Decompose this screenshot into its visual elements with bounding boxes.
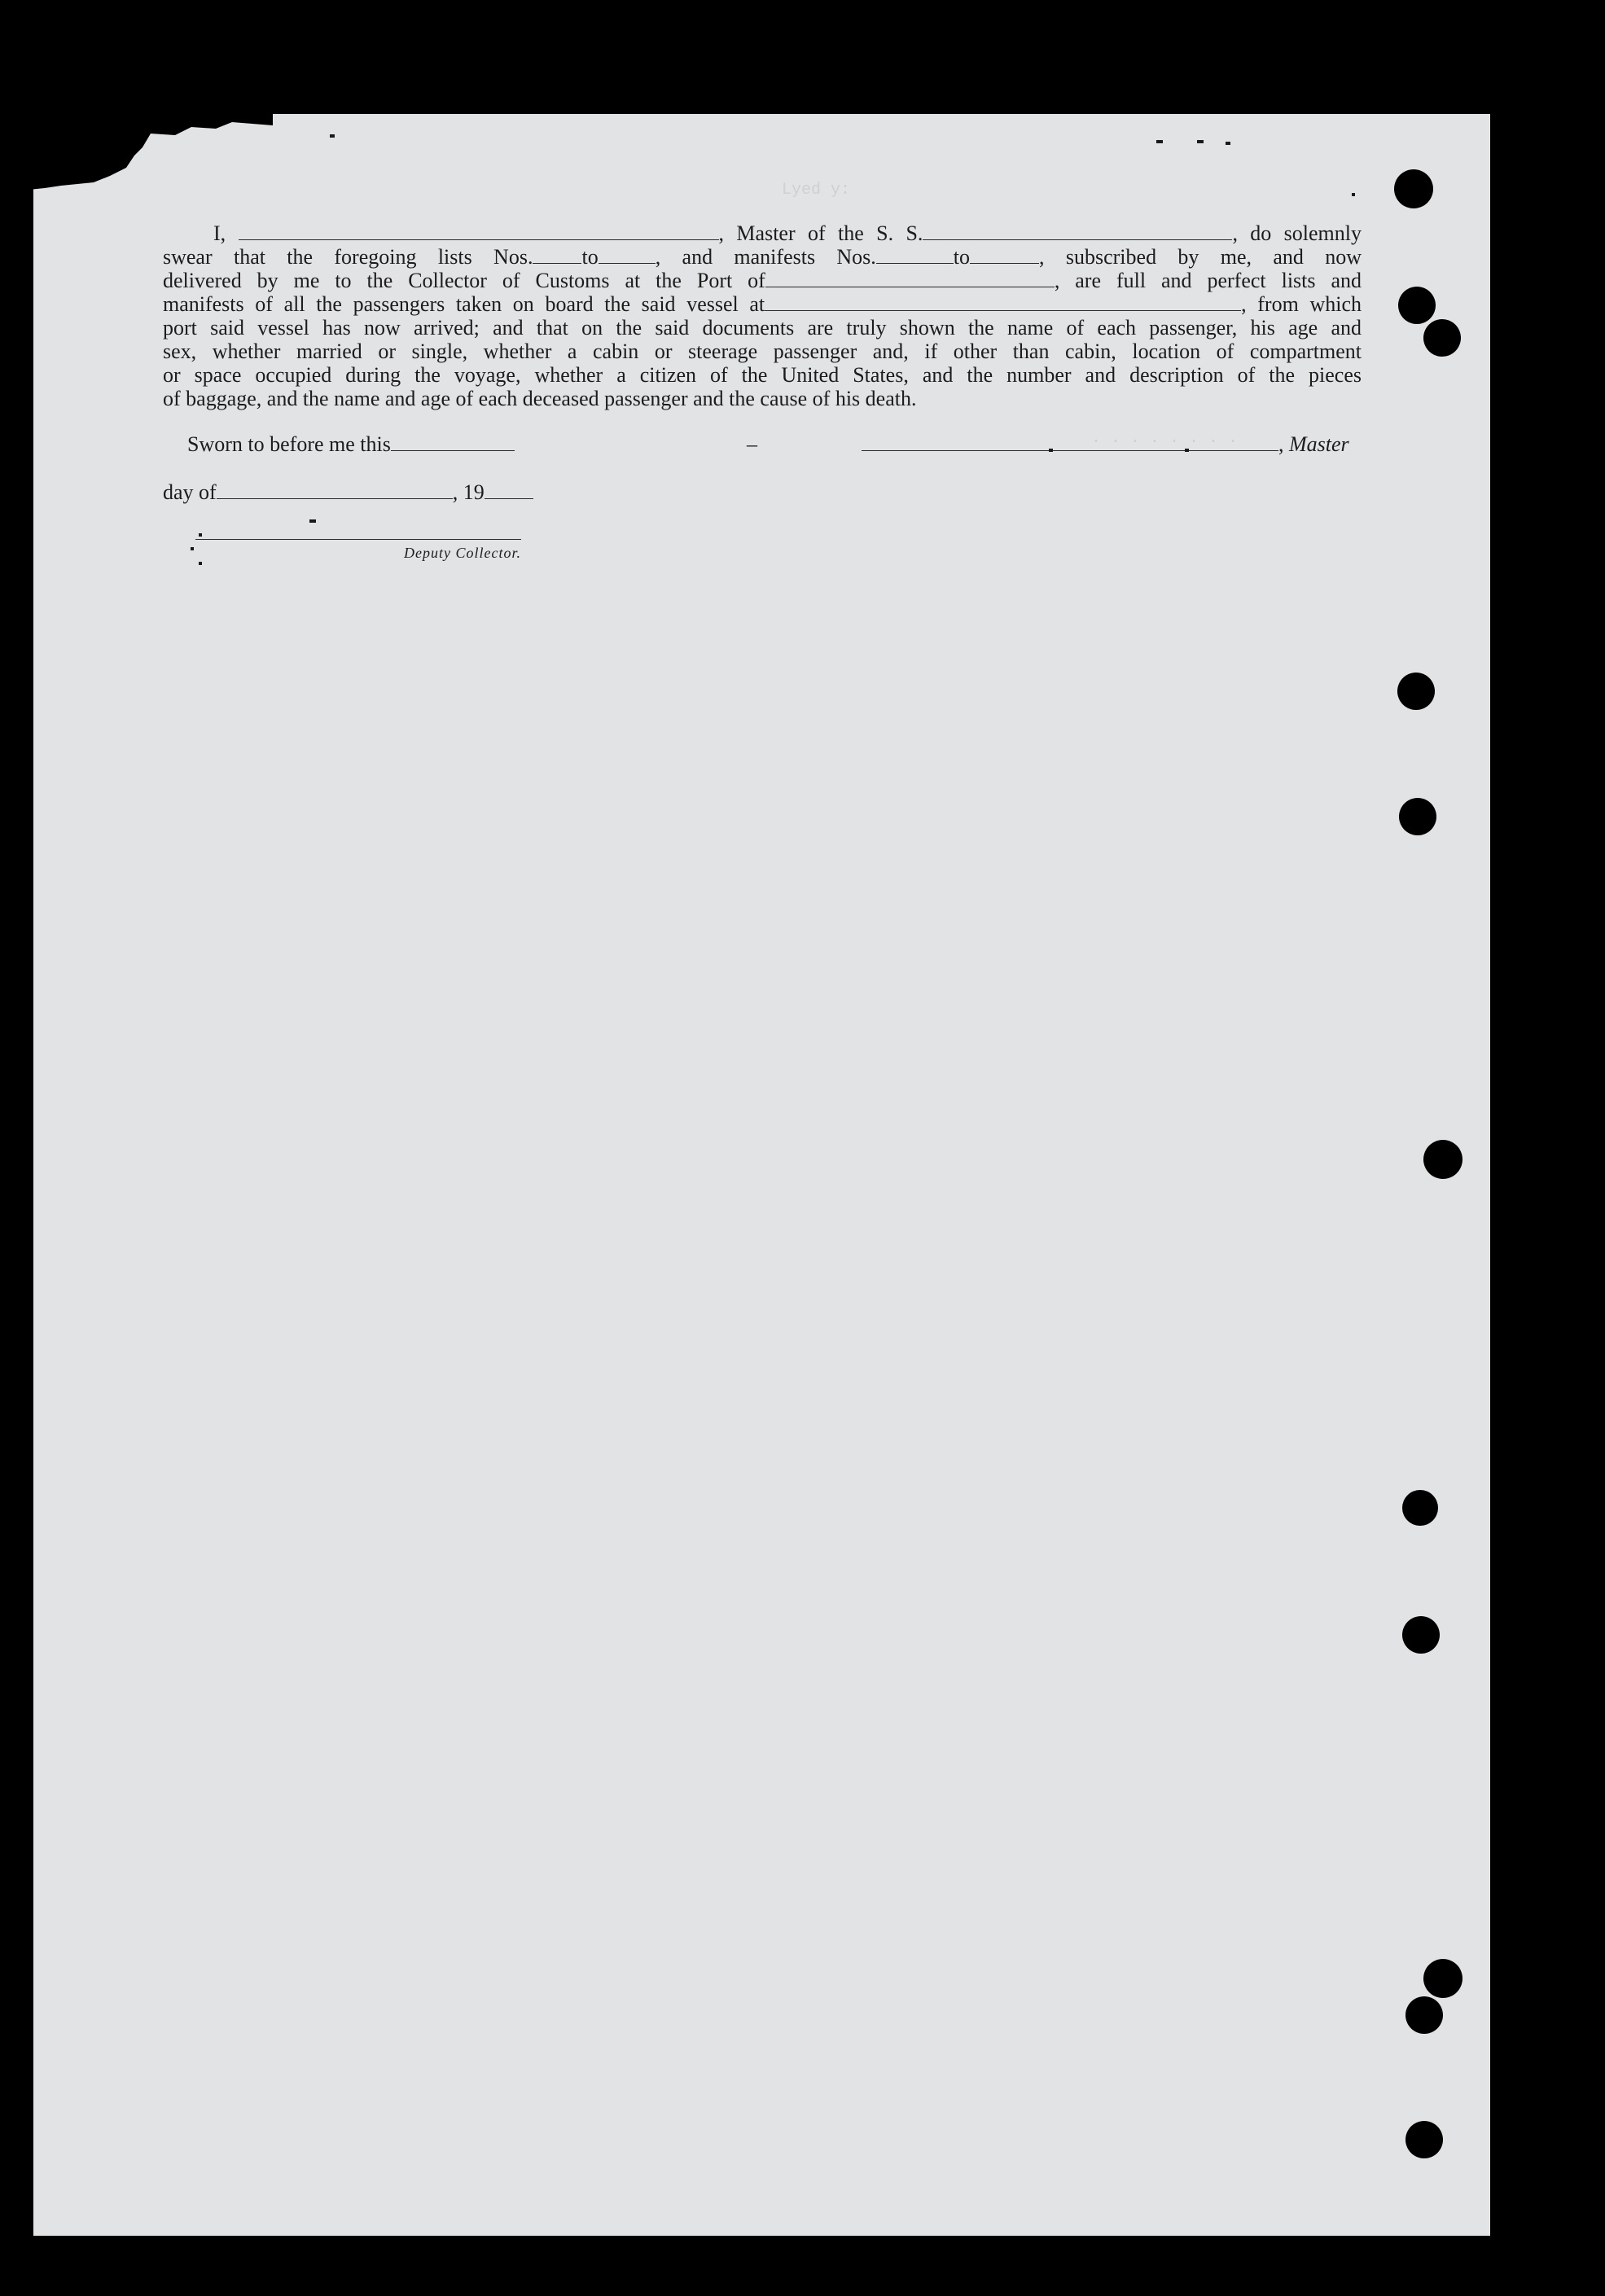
port-field[interactable] bbox=[765, 272, 1055, 287]
oath-line-6: sex, whether married or single, whether a cabin or steerage passenger and, if other than cabin, location of compartment bbox=[163, 340, 1362, 363]
speck bbox=[1185, 449, 1189, 452]
speck bbox=[1352, 193, 1355, 196]
punch-hole bbox=[1423, 319, 1461, 357]
deputy-collector-signature[interactable] bbox=[195, 539, 521, 561]
punch-hole bbox=[1394, 169, 1433, 208]
manifests-from-field[interactable] bbox=[876, 248, 954, 264]
manifests-to-field[interactable] bbox=[970, 248, 1039, 264]
master-name-field[interactable] bbox=[239, 225, 719, 240]
oath-paragraph bbox=[163, 221, 1362, 410]
punch-hole bbox=[1397, 673, 1435, 710]
speck bbox=[199, 562, 202, 565]
year-field[interactable] bbox=[485, 484, 533, 499]
day-of-field[interactable] bbox=[217, 484, 453, 499]
speck bbox=[1049, 449, 1053, 452]
oath-line-3: delivered by me to the Collector of Customs at the Port of , are full and perfect lists and bbox=[163, 269, 1362, 292]
punch-hole bbox=[1398, 287, 1436, 324]
oath-line-1: I, , Master of the S. S. , do solemnly bbox=[213, 221, 1362, 245]
speck bbox=[1197, 140, 1204, 143]
punch-hole bbox=[1402, 1490, 1438, 1526]
bleed-through-text: . . . . . . . . bbox=[1091, 429, 1239, 448]
speck bbox=[1226, 142, 1230, 145]
speck bbox=[330, 134, 335, 138]
sworn-date-field[interactable] bbox=[391, 436, 515, 451]
deputy-collector-label: Deputy Collector. bbox=[404, 545, 521, 561]
punch-hole bbox=[1402, 1616, 1440, 1654]
speck bbox=[199, 533, 202, 537]
speck bbox=[1156, 140, 1163, 143]
ship-name-field[interactable] bbox=[923, 225, 1232, 240]
day-row: day of , 19 bbox=[163, 480, 533, 505]
oath-line-2: swear that the foregoing lists Nos. to , and manifests Nos. to , subscribed by me, and now bbox=[163, 245, 1362, 269]
speck bbox=[309, 519, 316, 523]
punch-hole bbox=[1405, 1996, 1443, 2034]
punch-hole bbox=[1399, 798, 1436, 835]
embark-port-field[interactable] bbox=[765, 296, 1241, 311]
oath-line-8: of baggage, and the name and age of each deceased passenger and the cause of his death. bbox=[163, 387, 917, 410]
lists-from-field[interactable] bbox=[533, 248, 581, 264]
punch-hole bbox=[1423, 1140, 1462, 1179]
torn-corner bbox=[29, 111, 273, 192]
oath-line-5: port said vessel has now arrived; and that on the said documents are truly shown the name of each passenger, his age and bbox=[163, 316, 1362, 340]
bleed-through-text: Lyed y: bbox=[782, 181, 851, 199]
dash-mark: – bbox=[747, 432, 757, 456]
punch-hole bbox=[1423, 1959, 1462, 1998]
oath-line-4: manifests of all the passengers taken on board the said vessel at , from which bbox=[163, 292, 1362, 316]
master-signature-row: , Master bbox=[862, 432, 1349, 457]
speck bbox=[191, 547, 194, 550]
lists-to-field[interactable] bbox=[599, 248, 656, 264]
sworn-row: Sworn to before me this bbox=[187, 432, 515, 457]
punch-hole bbox=[1405, 2121, 1443, 2158]
oath-line-7: or space occupied during the voyage, whether a citizen of the United States, and the number and description of the pieces bbox=[163, 363, 1362, 387]
